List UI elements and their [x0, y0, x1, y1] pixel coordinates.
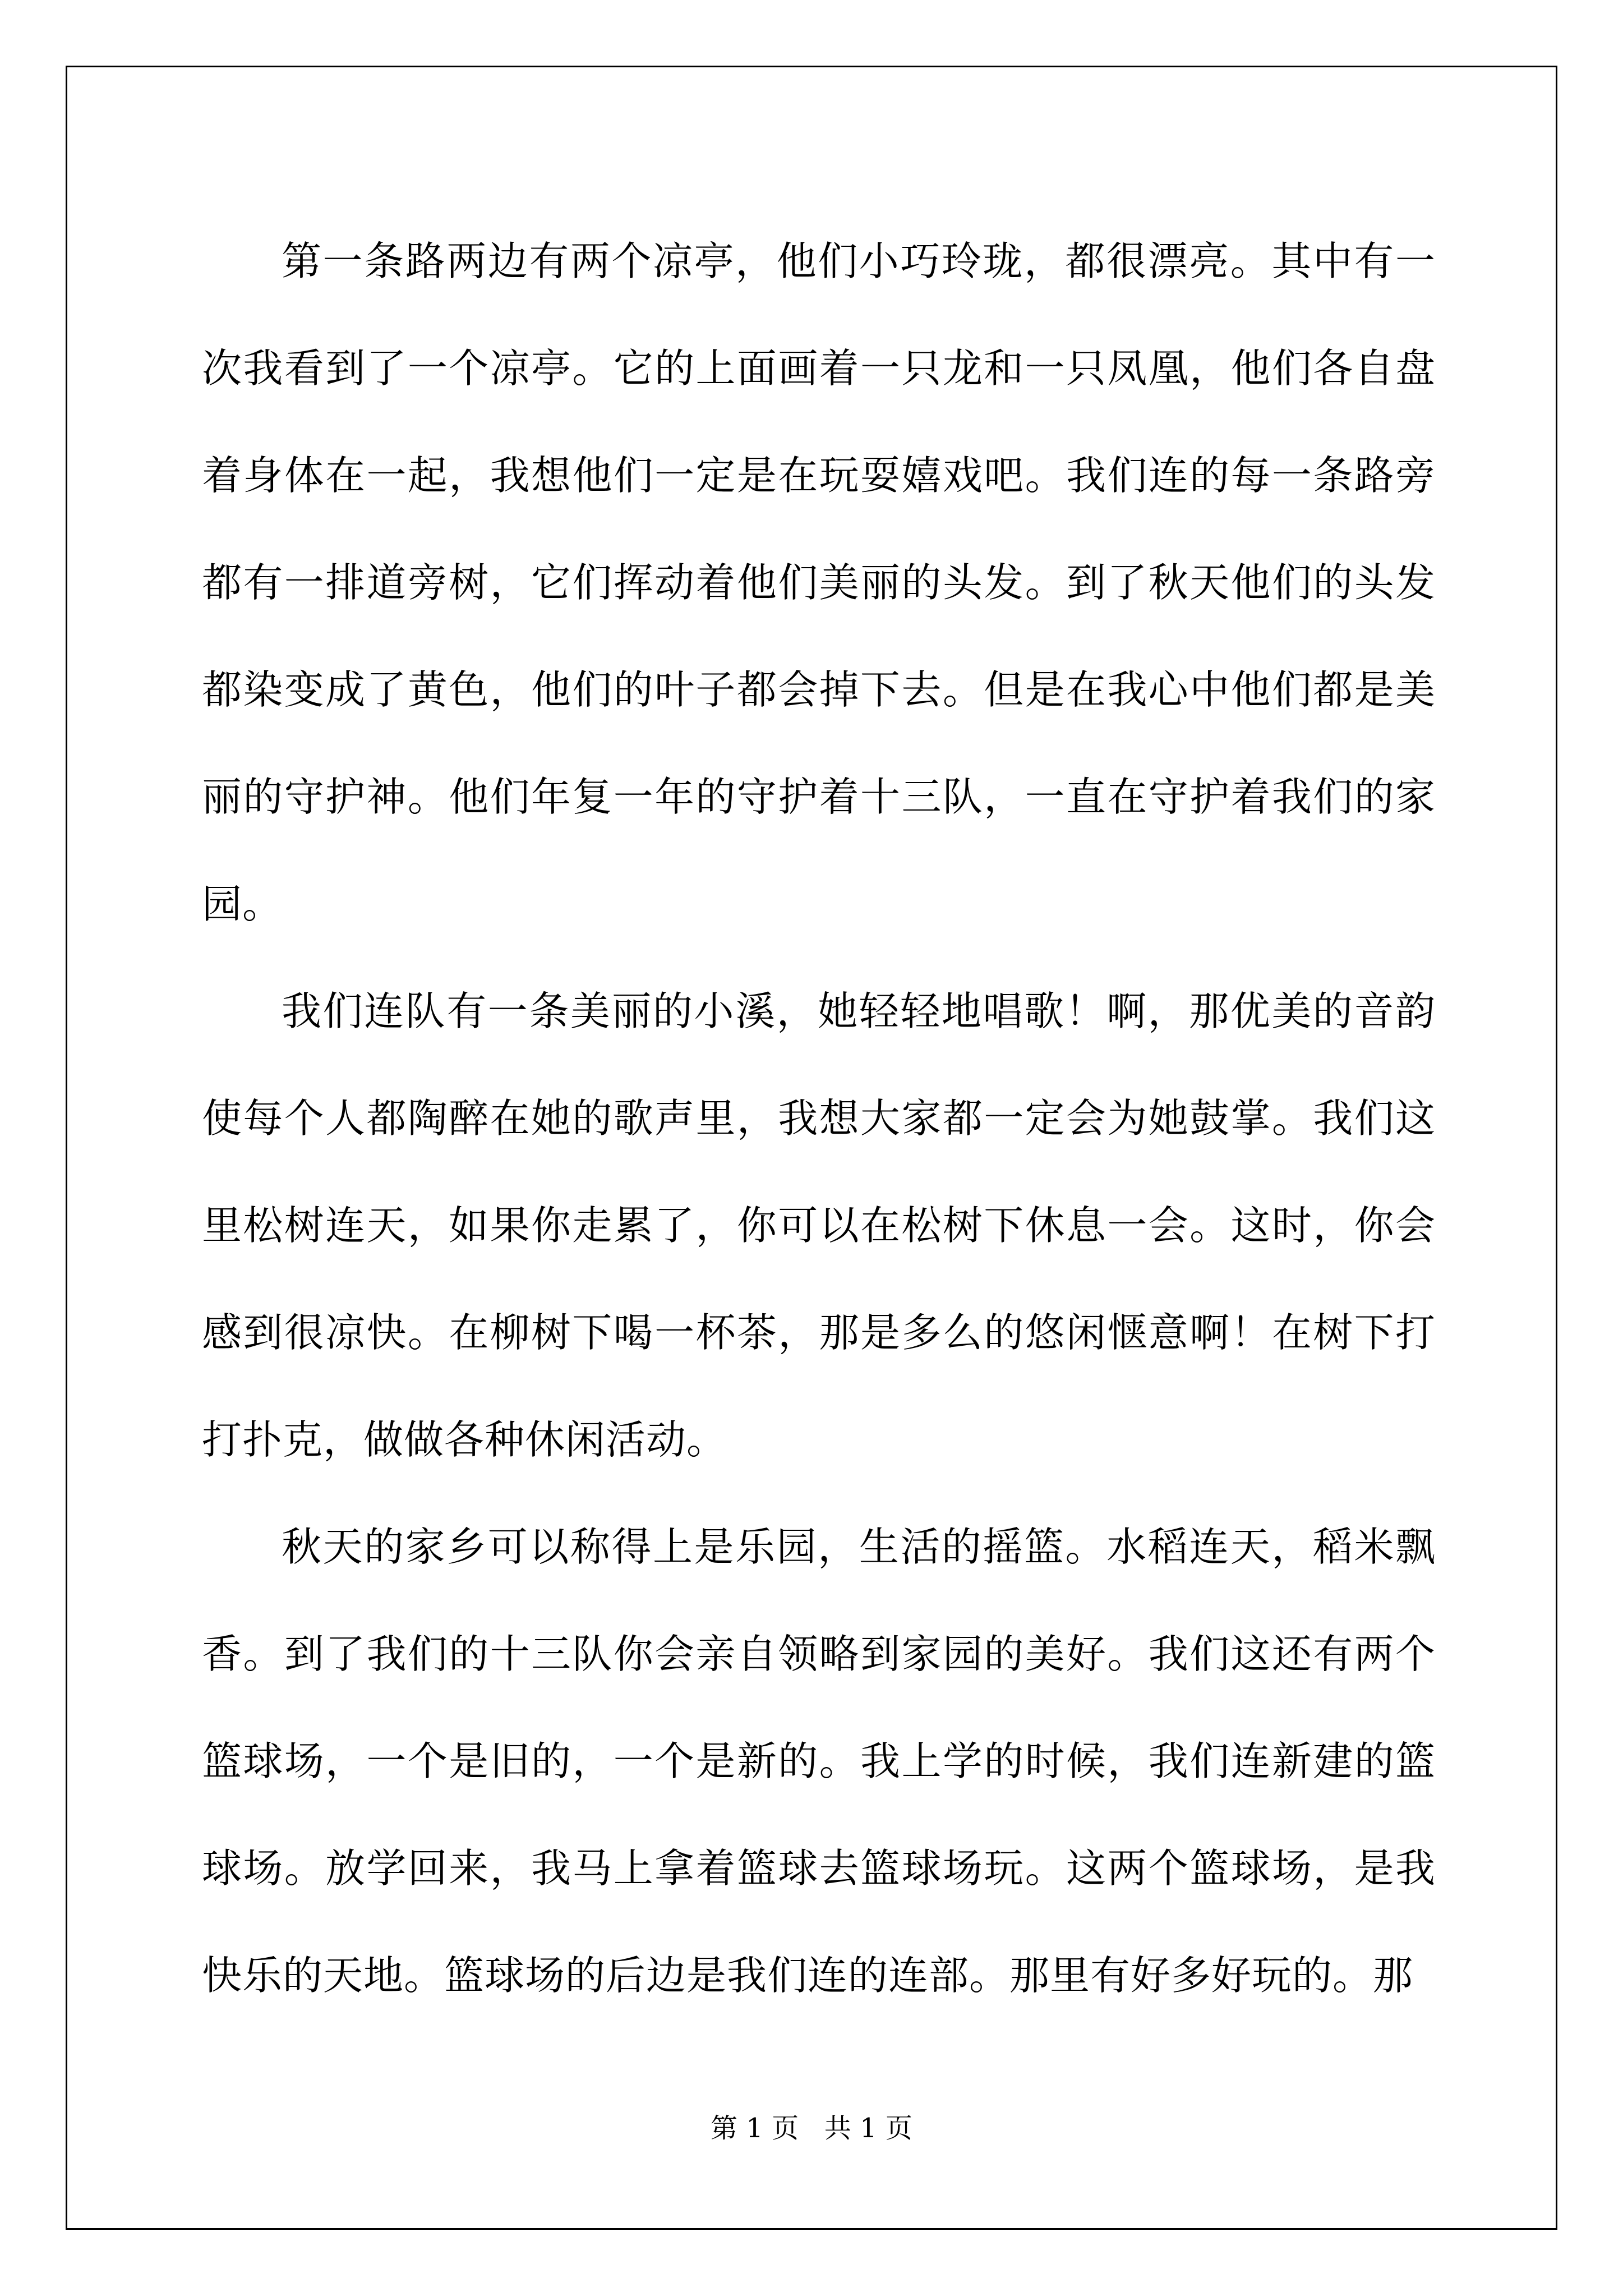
paragraph-1: 第一条路两边有两个凉亭，他们小巧玲珑，都很漂亮。其中有一次我看到了一个凉亭。它的上面画着一只龙和一只凤凰，他们各自盘着身体在一起，我想他们一定是在玩耍嬉戏吧。我们连的每一条路旁都有一排道旁树，它们挥动着他们美丽的头发。到了秋天他们的头发都染变成了黄色，他们的叶子都会掉下去。但是在我心中他们都是美丽的守护神。他们年复一年的守护着十三队，一直在守护着我们的家园。	[202, 238, 1436, 927]
paragraph-3: 秋天的家乡可以称得上是乐园，生活的摇篮。水稻连天，稻米飘香。到了我们的十三队你会亲自领略到家园的美好。我们这还有两个篮球场，一个是旧的，一个是新的。我上学的时候，我们连新建的篮球场。放学回来，我马上拿着篮球去篮球场玩。这两个篮球场，是我快乐的天地。篮球场的后边是我们连的连部。那里有好多好玩的。那	[202, 1524, 1436, 1999]
page-footer: 第 1 页 共 1 页	[711, 2113, 912, 2144]
paragraph-2: 我们连队有一条美丽的小溪，她轻轻地唱歌！啊，那优美的音韵使每个人都陶醉在她的歌声里，我想大家都一定会为她鼓掌。我们这里松树连天，如果你走累了，你可以在松树下休息一会。这时，你会感到很凉快。在柳树下喝一杯茶，那是多么的悠闲惬意啊！在树下打打扑克，做做各种休闲活动。	[202, 988, 1436, 1463]
document-body	[202, 208, 1436, 2029]
